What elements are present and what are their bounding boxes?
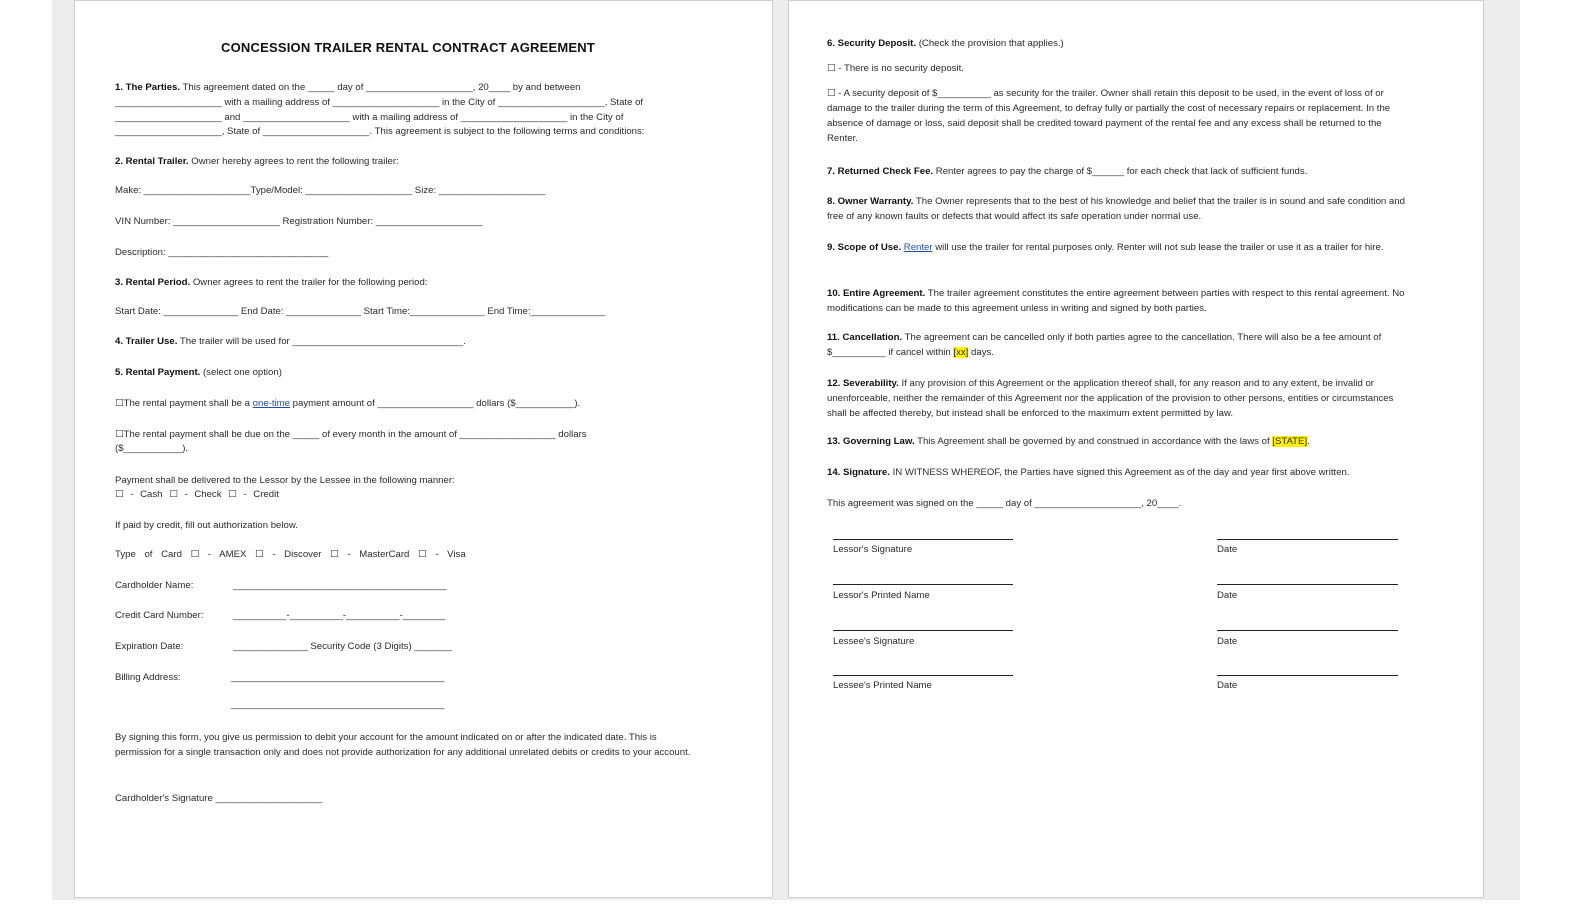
signed-on-line[interactable]: This agreement was signed on the _____ day of ____________________, 20____. <box>827 498 1182 509</box>
payment-option-one-time[interactable]: ☐The rental payment shall be a one-time payment amount of __________________ dollars ($___________). <box>115 398 581 409</box>
parties-line-1: 1. The Parties. This agreement dated on the _____ day of ____________________, 20____ by and between <box>115 82 581 93</box>
date-label: Date <box>1217 544 1238 555</box>
authorization-text: By signing this form, you give us permission to debit your account for the amount indicated on or after the indicated date. This is permission for a single transaction only and does not provide authorization for any additional unrelated debits or credits to your account. <box>115 732 691 758</box>
document-title: CONCESSION TRAILER RENTAL CONTRACT AGREEMENT <box>221 40 596 55</box>
parties-line-2: ____________________ with a mailing address of ____________________ in the City of ____________________, State of <box>115 97 644 108</box>
parties-line-3: ____________________ and ____________________ with a mailing address of ____________________ in the City of <box>115 112 624 123</box>
date-label: Date <box>1217 680 1238 691</box>
parties-line-4: ____________________, State of ____________________. This agreement is subject to the following terms and conditions: <box>115 126 645 137</box>
rental-payment-heading: 5. Rental Payment. (select one option) <box>115 367 282 378</box>
date-label: Date <box>1217 636 1238 647</box>
signature-clause: 14. Signature. IN WITNESS WHEREOF, the Parties have signed this Agreement as of the day and year first above written. <box>827 467 1350 478</box>
document-page-1 <box>74 0 773 898</box>
billing-address-label: Billing Address: <box>115 672 181 683</box>
payment-methods[interactable]: ☐ - Cash ☐ - Check ☐ - Credit <box>115 489 279 500</box>
rental-period-heading: 3. Rental Period. Owner agrees to rent the trailer for the following period: <box>115 277 428 288</box>
credit-card-number-field[interactable]: __________-__________-__________-________ <box>233 610 446 621</box>
expiration-security-field[interactable]: ______________ Security Code (3 Digits) _______ <box>233 641 452 652</box>
lessee-printed-name-line[interactable] <box>833 675 1013 676</box>
trailer-use-line: 4. Trailer Use. The trailer will be used for ________________________________. <box>115 336 466 347</box>
delivery-line: Payment shall be delivered to the Lessor by the Lessee in the following manner: <box>115 475 455 486</box>
returned-check-fee: 7. Returned Check Fee. Renter agrees to pay the charge of $______ for each check that lack of sufficient funds. <box>827 166 1308 177</box>
rental-trailer-heading: 2. Rental Trailer. Owner hereby agrees to rent the following trailer: <box>115 156 399 167</box>
credit-card-number-label: Credit Card Number: <box>115 610 204 621</box>
lessee-signature-label: Lessee's Signature <box>833 636 915 647</box>
no-deposit-option[interactable]: ☐ - There is no security deposit. <box>827 63 964 74</box>
cardholder-name-label: Cardholder Name: <box>115 580 194 591</box>
credit-note: If paid by credit, fill out authorization below. <box>115 520 298 531</box>
lessee-printed-date-line[interactable] <box>1217 675 1398 676</box>
lessor-signature-label: Lessor's Signature <box>833 544 913 555</box>
section-heading: 1. The Parties. <box>115 82 181 93</box>
owner-warranty: 8. Owner Warranty. The Owner represents that to the best of his knowledge and belief that the trailer is in sound and safe condition and free of any known faults or defects that would affect its safe operation under normal use. <box>827 196 1405 222</box>
make-line: Make: ____________________Type/Model: ____________________ Size: ____________________ <box>115 185 546 196</box>
renter-link[interactable]: Renter <box>903 242 933 253</box>
severability: 12. Severability. If any provision of this Agreement or the application thereof shall, for any reason and to any extent, be invalid or unenforceable, neither the remainder of this Agreement nor the application of the provision to other persons, entities or circumstances shall be affected thereby, but instead shall be enforced to the maximum extent permitted by law. <box>827 378 1394 419</box>
payment-option-monthly-cont: ($___________). <box>115 443 189 454</box>
billing-address-field-2[interactable]: ________________________________________ <box>231 699 445 710</box>
one-time-link[interactable]: one-time <box>252 398 290 409</box>
governing-law: 13. Governing Law. This Agreement shall be governed by and construed in accordance with the laws of [STATE]. <box>827 436 1310 447</box>
expiration-date-label: Expiration Date: <box>115 641 184 652</box>
state-placeholder[interactable]: [STATE] <box>1272 436 1308 447</box>
dates-line: Start Date: ______________ End Date: ______________ Start Time:______________ End Time:______________ <box>115 306 606 317</box>
document-page-2 <box>788 0 1484 898</box>
days-placeholder[interactable]: [xx] <box>953 347 969 358</box>
lessor-printed-name-label: Lessor's Printed Name <box>833 590 930 601</box>
lessor-printed-date-line[interactable] <box>1217 584 1398 585</box>
card-type-line[interactable]: Type of Card ☐ - AMEX ☐ - Discover ☐ - MasterCard ☐ - Visa <box>115 549 466 560</box>
billing-address-field-1[interactable]: ________________________________________ <box>231 672 445 683</box>
lessor-printed-name-line[interactable] <box>833 584 1013 585</box>
date-label: Date <box>1217 590 1238 601</box>
payment-option-monthly[interactable]: ☐The rental payment shall be due on the _____ of every month in the amount of __________________ dollars <box>115 429 587 440</box>
cancellation: 11. Cancellation. The agreement can be cancelled only if both parties agree to the cancellation. There will also be a fee amount of $__________ if cancel within [xx] days. <box>827 332 1382 358</box>
lessee-signature-line[interactable] <box>833 630 1013 631</box>
lessee-printed-name-label: Lessee's Printed Name <box>833 680 932 691</box>
deposit-option[interactable]: ☐ - A security deposit of $__________ as security for the trailer. Owner shall retain this deposit to be used, in the event of loss of or damage to the trailer during the term of this Agreement, to defray fully or partially the cost of necessary repairs or replacement. In the absence of damage or loss, said deposit shall be credited toward payment of the rental fee and any excess shall be returned to the Renter. <box>827 88 1391 144</box>
description-line: Description: ______________________________ <box>115 247 329 258</box>
lessor-signature-line[interactable] <box>833 539 1013 540</box>
cardholder-name-field[interactable]: ________________________________________ <box>233 580 447 591</box>
security-deposit-heading: 6. Security Deposit. (Check the provision that applies.) <box>827 38 1064 49</box>
entire-agreement: 10. Entire Agreement. The trailer agreement constitutes the entire agreement between parties with respect to this rental agreement. No modifications can be made to this agreement unless in writing and signed by both parties. <box>827 288 1405 314</box>
vin-line: VIN Number: ____________________ Registration Number: ____________________ <box>115 216 483 227</box>
lessee-signature-date-line[interactable] <box>1217 630 1398 631</box>
scope-of-use: 9. Scope of Use. Renter will use the trailer for rental purposes only. Renter will not sub lease the trailer or use it as a trailer for hire. <box>827 242 1384 253</box>
cardholder-signature-line[interactable]: Cardholder's Signature ____________________ <box>115 793 323 804</box>
lessor-signature-date-line[interactable] <box>1217 539 1398 540</box>
